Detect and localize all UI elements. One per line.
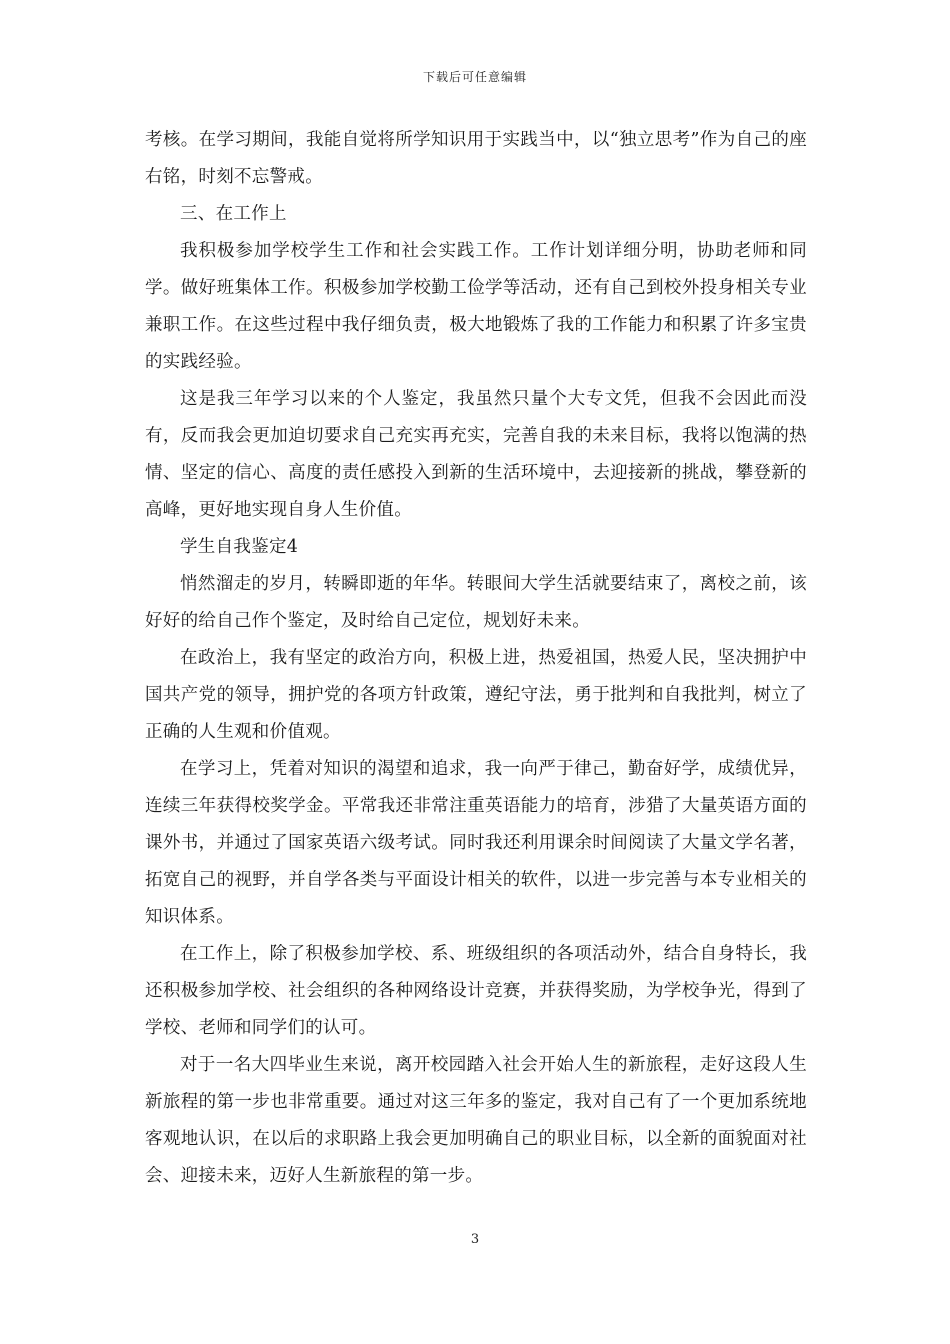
- paragraph: 这是我三年学习以来的个人鉴定，我虽然只量个大专文凭，但我不会因此而没有，反而我会更加迫切要求自己充实再充实，完善自我的未来目标，我将以饱满的热情、坚定的信心、高度的责任感投入到新的生活环境中，去迎接新的挑战，攀登新的高峰，更好地实现自身人生价值。: [145, 389, 807, 520]
- section-heading: 三、在工作上: [180, 204, 287, 224]
- paragraph: 在政治上，我有坚定的政治方向，积极上进，热爱祖国，热爱人民，坚决拥护中国共产党的领导，拥护党的各项方针政策，遵纪守法，勇于批判和自我批判，树立了正确的人生观和价值观。: [145, 648, 807, 742]
- page-header: 下载后可任意编辑: [422, 70, 527, 84]
- section-heading: 学生自我鉴定4: [180, 537, 299, 557]
- paragraph: 我积极参加学校学生工作和社会实践工作。工作计划详细分明，协助老师和同学。做好班集体工作。积极参加学校勤工俭学等活动，还有自己到校外投身相关专业兼职工作。在这些过程中我仔细负责，极大地锻炼了我的工作能力和积累了许多宝贵的实践经验。: [145, 241, 807, 372]
- paragraph: 悄然溜走的岁月，转瞬即逝的年华。转眼间大学生活就要结束了，离校之前，该好好的给自己作个鉴定，及时给自己定位，规划好未来。: [145, 574, 807, 631]
- page-number: 3: [470, 1232, 480, 1247]
- paragraph: 在工作上，除了积极参加学校、系、班级组织的各项活动外，结合自身特长，我还积极参加学校、社会组织的各种网络设计竞赛，并获得奖励，为学校争光，得到了学校、老师和同学们的认可。: [145, 944, 807, 1038]
- paragraph: 在学习上，凭着对知识的渴望和追求，我一向严于律己，勤奋好学，成绩优异，连续三年获得校奖学金。平常我还非常注重英语能力的培育，涉猎了大量英语方面的课外书，并通过了国家英语六级考试。同时我还利用课余时间阅读了大量文学名著，拓宽自己的视野，并自学各类与平面设计相关的软件，以进一步完善与本专业相关的知识体系。: [145, 759, 807, 927]
- paragraph: 考核。在学习期间，我能自觉将所学知识用于实践当中，以“独立思考”作为自己的座右铭，时刻不忘警戒。: [145, 130, 807, 187]
- document-body: [145, 122, 807, 1195]
- paragraph: 对于一名大四毕业生来说，离开校园踏入社会开始人生的新旅程，走好这段人生新旅程的第一步也非常重要。通过对这三年多的鉴定，我对自己有了一个更加系统地客观地认识，在以后的求职路上我会更加明确自己的职业目标，以全新的面貌面对社会、迎接未来，迈好人生新旅程的第一步。: [145, 1055, 807, 1186]
